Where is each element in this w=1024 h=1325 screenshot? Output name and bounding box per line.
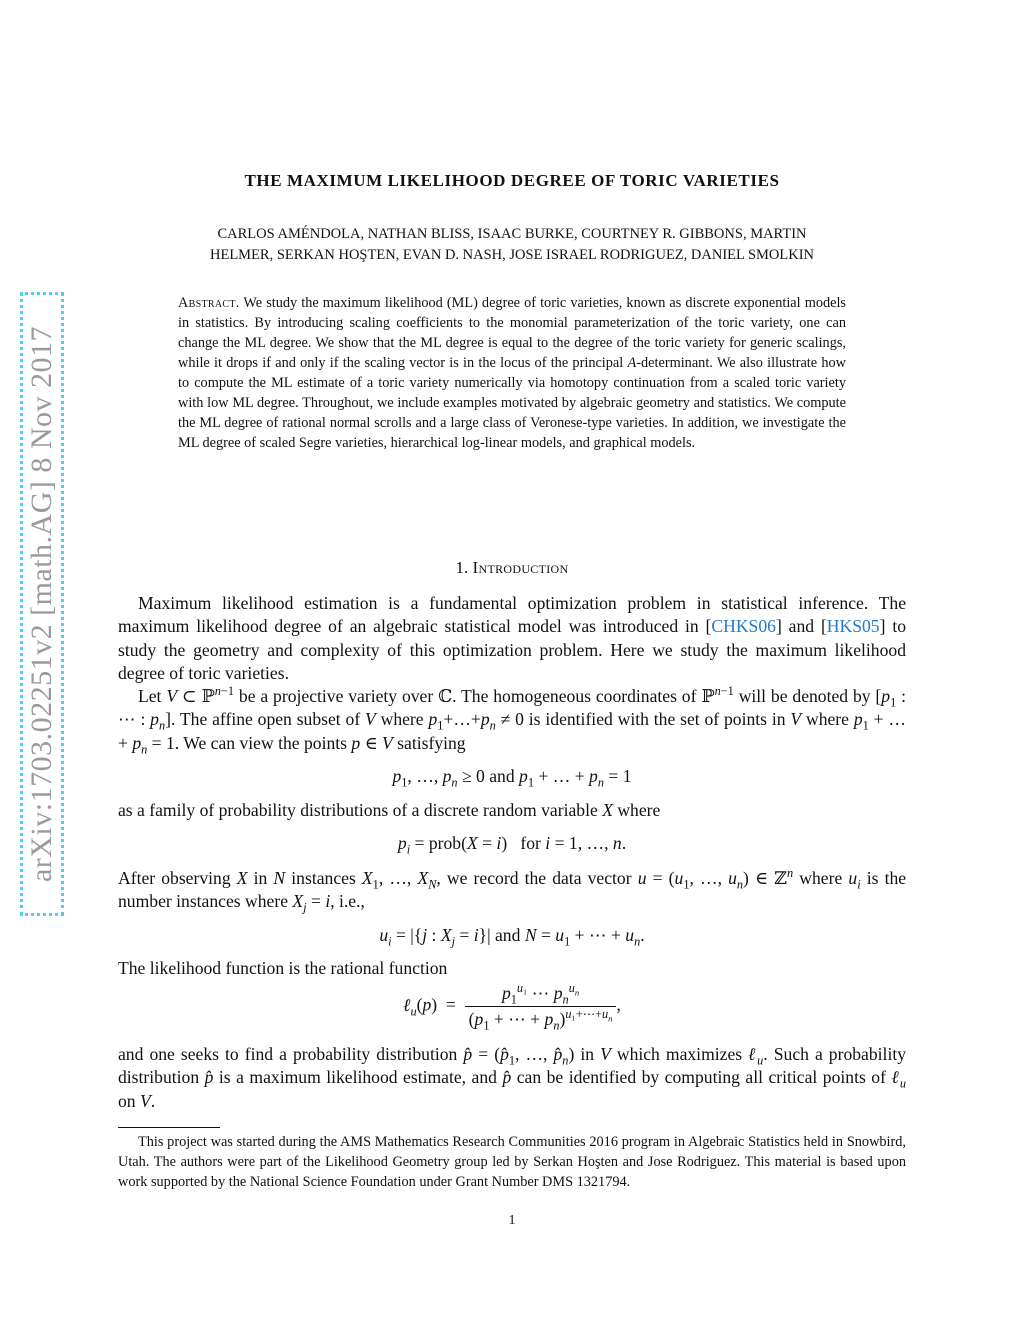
equation: $p_1$, …, $p_n \ge 0$ and $p_1$ + … + $p_n = 1$	[392, 766, 632, 790]
fraction: $\frac{p_1^{u_1} \cdots p_n^{u_n}}{(p_1 + \cdots + p_n)^{u_1+\cdots+u_n}}$	[465, 983, 617, 1030]
text: is a maximum likelihood estimate, and	[218, 1067, 497, 1088]
text: and one seeks to find a probability distribution	[118, 1044, 458, 1064]
text: as a family of probability distributions of a discrete random variable	[118, 800, 598, 820]
text: and	[781, 616, 821, 637]
abstract	[178, 293, 846, 453]
section-heading	[118, 558, 906, 578]
text: can be identified by computing all critical points of	[516, 1067, 886, 1088]
text: to study the geometry and complexity of this optimization problem. Here we study the maximum likelihood degree of toric varieties.	[118, 616, 907, 683]
abstract-text: -determinant. We also illustrate how to compute the ML estimate of a toric variety numerically via homotopy continuation from a scaled toric variety with low ML degree. Throughout, we include examples motivated by algebraic geometry and statistics. We compute the ML degree of rational normal scrolls and a large class of Veronese-type varieties. In addition, we investigate the ML degree of scaled Segre varieties, hierarchical log-linear models, and graphical models.	[178, 355, 846, 451]
paragraph: After observing X in N instances $X_1$, …, $X_N$, we record the data vector $u = (u_1$, …, $u_n$) ∈ ℤ$^n$ where $u_i$ is the number instances where $X_j = i$, i.e.,	[118, 866, 907, 915]
footnote: This project was started during the AMS Mathematics Research Communities 2016 program in Algebraic Statistics held in Snowbird, Utah. The authors were part of the Likelihood Geometry group led by Serkan Hoşten and Jose Rodriguez. This material is based upon work supported by the National Science Foundation under Grant Number DMS 1321794.	[118, 1134, 906, 1190]
body-text	[118, 867, 906, 914]
text: instances	[291, 868, 356, 888]
abstract-label: Abstract.	[178, 295, 240, 311]
section-number: 1.	[455, 558, 469, 577]
body-text	[118, 957, 906, 980]
citation-link[interactable]: HKS05	[826, 616, 880, 637]
likelihood-equation: ℓ$_u$(p) = $\frac{p_1^{u_1} \cdots p_n^{u_n}}{(p_1 + \cdots + p_n)^{u_1+\cdots+u_n}}$ ,	[403, 981, 621, 1033]
page-number: 1	[508, 1213, 516, 1228]
text: where	[799, 868, 843, 888]
text: for	[520, 833, 541, 853]
footnote-divider	[118, 1127, 220, 1128]
body-text	[118, 1043, 906, 1113]
paragraph: as a family of probability distributions of a discrete random variable X where	[118, 800, 661, 820]
equation: $u_i = |\{j$ : $X_j = i\}|$ and $N = u_1$ + ⋯ + $u_n$.	[379, 925, 645, 949]
paragraph: The likelihood function is the rational function	[118, 958, 448, 978]
text: , we record the data vector	[436, 868, 632, 888]
authors-line: CARLOS AMÉNDOLA, NATHAN BLISS, ISAAC BURKE, COURTNEY R. GIBBONS, MARTIN	[217, 226, 807, 242]
text: After observing	[118, 868, 231, 888]
abstract-math: A	[627, 355, 637, 371]
text: , i.e.,	[330, 891, 365, 912]
text: Maximum likelihood estimation is a fundamental optimization problem in statistical inference. The maximum likelihood degree of an algebraic statistical model was introduced in	[118, 593, 906, 637]
text: be a projective variety over ℂ. The homogeneous coordinates of ℙ	[238, 686, 715, 707]
text: and	[489, 766, 515, 786]
body-text-intro	[118, 592, 906, 755]
authors-line: HELMER, SERKAN HOŞTEN, EVAN D. NASH, JOSE ISRAEL RODRIGUEZ, DANIEL SMOLKIN	[209, 247, 815, 263]
text: and	[495, 925, 521, 945]
text: Such a probability distribution	[118, 1044, 907, 1088]
paragraph: and one seeks to find a probability distribution p̂ = ($p̂_1$, …, $p̂_n$) in V which maximizes ℓ$_u$. Such a probability distribution p̂ is a maximum likelihood estimate, and p̂ can be identified by computing all critical points of ℓ$_u$ on V.	[118, 1044, 907, 1111]
paper-title: THE MAXIMUM LIKELIHOOD DEGREE OF TORIC VARIETIES	[244, 171, 780, 190]
text: which maximizes	[616, 1044, 743, 1064]
author-list	[118, 224, 906, 266]
body-text	[118, 799, 906, 822]
text: is the number instances where	[118, 868, 907, 912]
abstract-text: We study the maximum likelihood (ML) degree of toric varieties, known as discrete exponential models in statistics. By introducing scaling coefficients to the monomial parameterization of the toric variety, one can change the ML degree. We show that the ML degree is equal to the degree of the toric variety for generic scalings, while it drops if and only if the scaling vector is in the locus of the principal	[178, 295, 846, 371]
paragraph: Maximum likelihood estimation is a fundamental optimization problem in statistical inference. The maximum likelihood degree of an algebraic statistical model was introduced in [CHKS06] and [HKS05] to study the geometry and complexity of this optimization problem. Here we study the maximum likelihood degree of toric varieties.	[118, 593, 907, 683]
arxiv-id: arXiv:1703.02251v2 [math.AG] 8 Nov 2017	[25, 325, 59, 883]
arxiv-stamp	[20, 292, 64, 916]
citation-link[interactable]: CHKS06	[711, 616, 776, 637]
section-title: Introduction	[472, 558, 569, 577]
equation: $p_i$ = prob(X = i) for i = 1, …, n.	[397, 833, 627, 857]
paragraph: Let V ⊂ ℙ$^{n-1}$ be a projective variety over ℂ. The homogeneous coordinates of ℙ$^{n-1}$ will be denoted by [$p_1$ : ⋯ : $p_n$]. The affine open subset of V where $p_1+\dots+p_n \ne 0$ is identified with the set of points in V where $p_1$ + … + $p_n = 1$. We can view the points p ∈ V satisfying	[118, 684, 906, 757]
